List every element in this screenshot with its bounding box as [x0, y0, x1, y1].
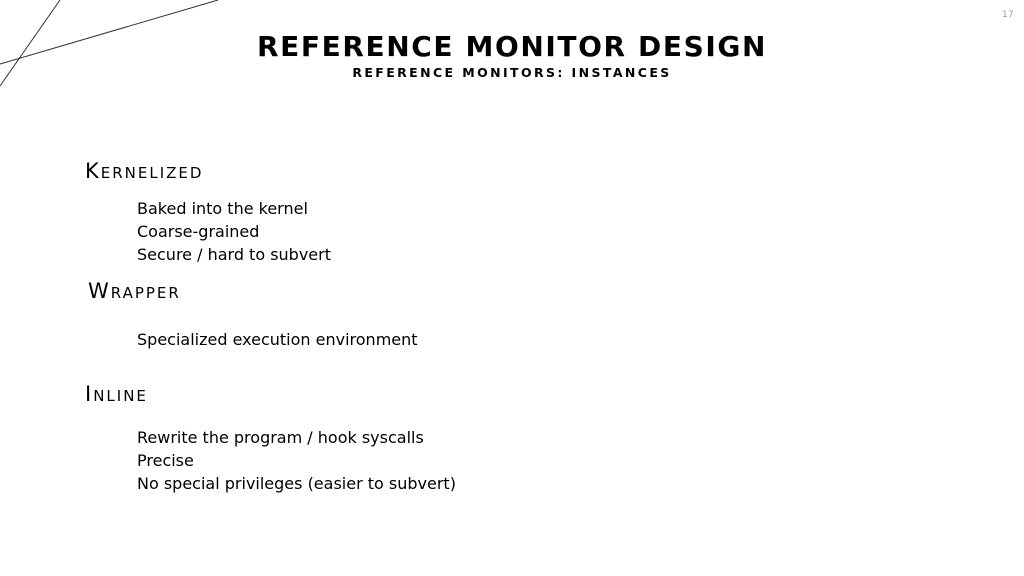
list-item: Baked into the kernel [137, 199, 308, 218]
list-item: Coarse-grained [137, 222, 260, 241]
list-item: Specialized execution environment [137, 330, 418, 349]
list-item: Rewrite the program / hook syscalls [137, 428, 424, 447]
section-bullets-kernelized [137, 197, 331, 266]
section-heading-inline: Inline [85, 382, 148, 406]
section-bullets-inline [137, 426, 456, 495]
list-item: No special privileges (easier to subvert) [137, 474, 456, 493]
section-bullets-wrapper [137, 328, 418, 351]
section-heading-wrapper: Wrapper [88, 279, 181, 303]
section-heading-kernelized: Kernelized [85, 159, 204, 183]
list-item: Precise [137, 451, 194, 470]
slide-subtitle: REFERENCE MONITORS: INSTANCES [352, 65, 672, 80]
list-item: Secure / hard to subvert [137, 245, 331, 264]
page-number: 17 [1001, 10, 1014, 20]
slide-title: REFERENCE MONITOR DESIGN [257, 30, 767, 63]
